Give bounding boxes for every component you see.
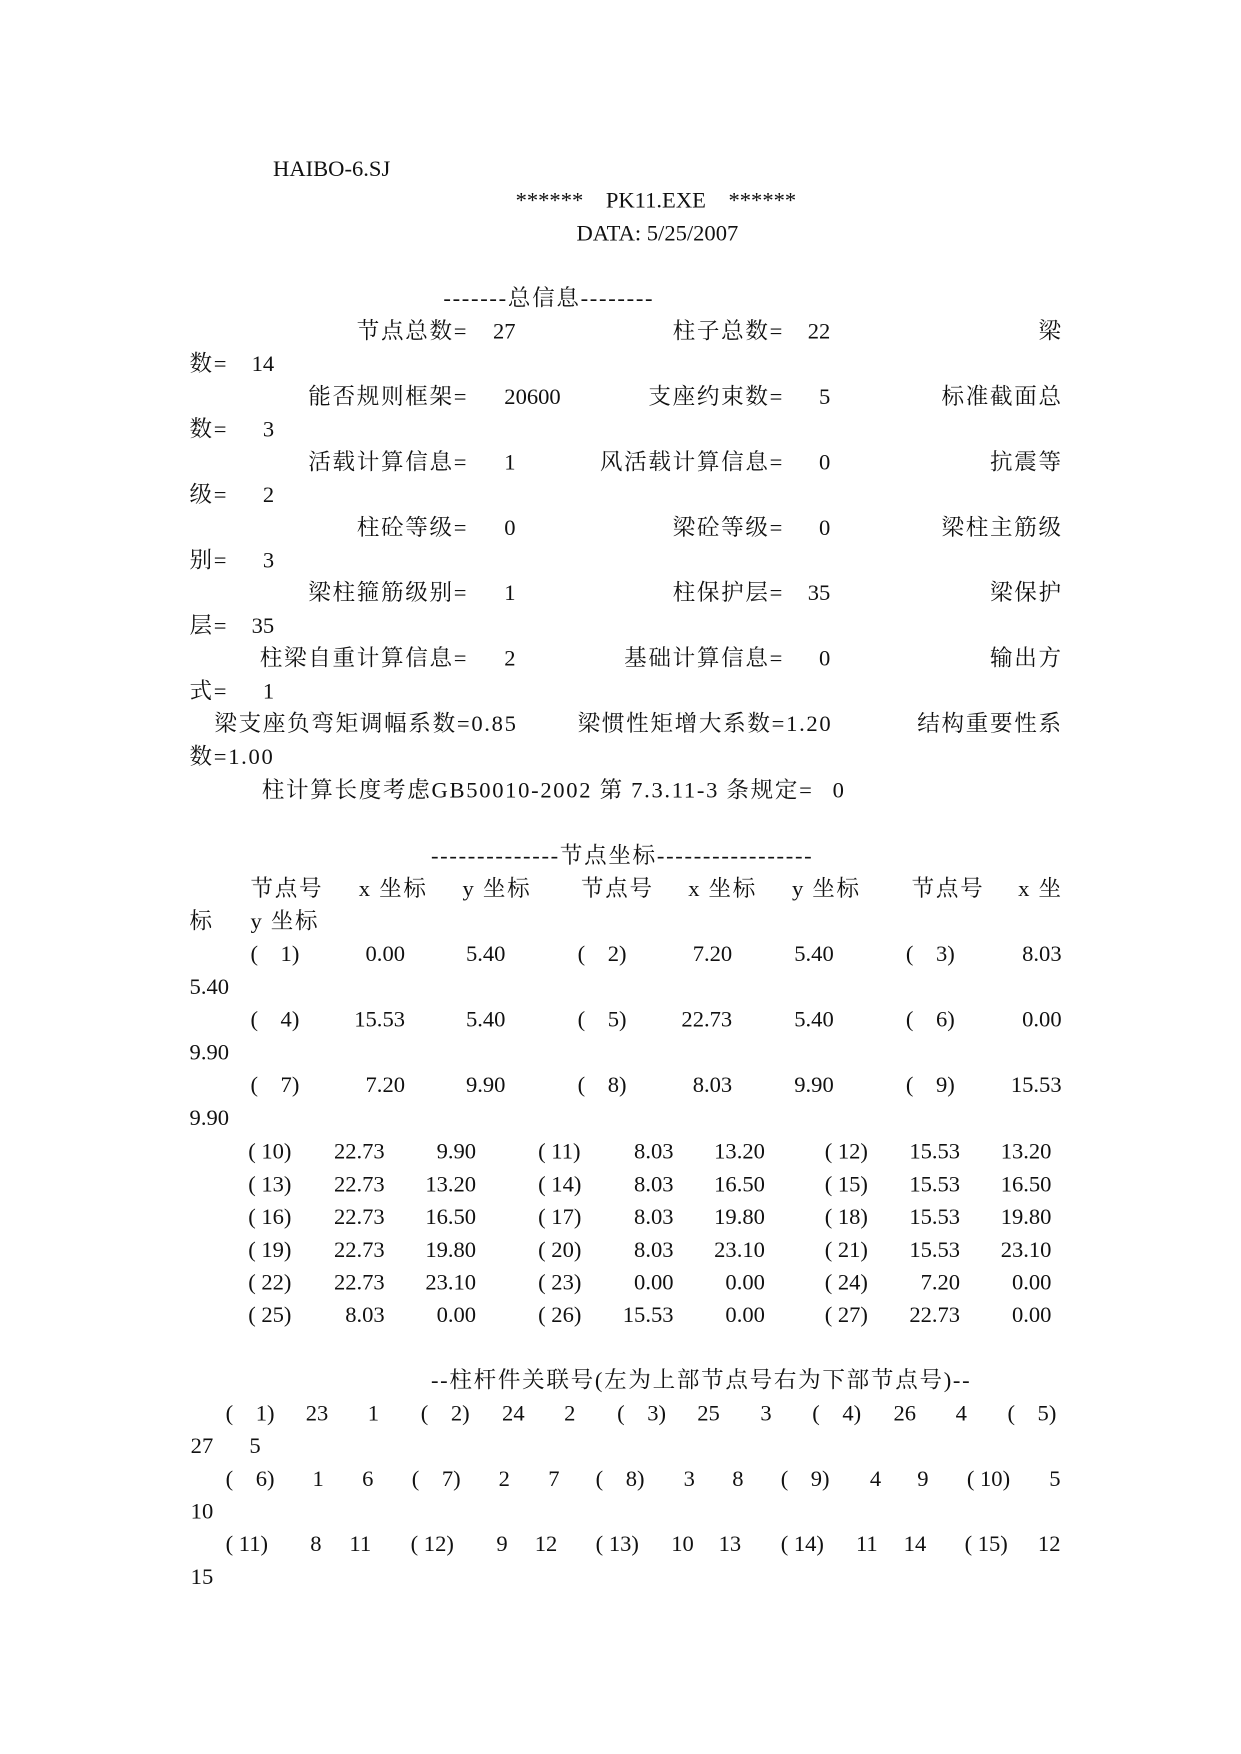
x-coordinate-header-wrap: 标 <box>189 909 214 935</box>
node-y: 5.40 <box>794 942 834 967</box>
link-id: ( 10) <box>966 1466 1011 1492</box>
info-label: 输出方 <box>989 646 1063 672</box>
node-id: ( 16) <box>248 1204 292 1230</box>
document-date: DATA: 5/25/2007 <box>576 221 739 246</box>
info-label: 梁保护 <box>989 581 1063 606</box>
node-number-header: 节点号 <box>250 876 324 902</box>
node-x: 22.73 <box>333 1204 385 1230</box>
node-x: 0.00 <box>365 942 406 967</box>
column-links-title: --柱杆件关联号(左为上部节点号右为下部节点号)-- <box>430 1368 972 1394</box>
info-value: 0 <box>819 515 831 541</box>
node-id: ( 3) <box>905 942 955 967</box>
info-value: 20600 <box>504 384 561 410</box>
node-id: ( 18) <box>824 1204 868 1230</box>
info-label: 活载计算信息= <box>308 450 469 475</box>
x-coordinate-header: x 坐标 <box>358 876 428 902</box>
info-value: 0 <box>504 515 516 541</box>
node-id: ( 17) <box>538 1204 582 1230</box>
node-y: 9.90 <box>189 1040 230 1066</box>
info-value: 0 <box>819 450 831 475</box>
node-id: ( 23) <box>538 1270 582 1296</box>
node-id: ( 24) <box>824 1270 868 1296</box>
node-y: 9.90 <box>189 1105 230 1131</box>
node-y: 0.00 <box>1011 1303 1052 1328</box>
info-value: 0 <box>819 646 831 672</box>
node-y: 5.40 <box>794 1007 834 1033</box>
node-y: 13.20 <box>425 1172 477 1197</box>
link-upper-node: 26 <box>893 1401 917 1427</box>
info-label: 柱子总数= <box>672 319 785 345</box>
link-upper-node: 2 <box>498 1466 510 1492</box>
link-lower-node: 9 <box>917 1466 929 1492</box>
info-label: 能否规则框架= <box>308 384 469 410</box>
node-y: 5.40 <box>465 942 506 967</box>
link-id: ( 8) <box>595 1466 645 1492</box>
node-x: 8.03 <box>1022 942 1062 967</box>
link-lower-node: 14 <box>903 1532 927 1557</box>
info-label: 柱梁自重计算信息= <box>259 646 469 672</box>
info-label: 标准截面总 <box>941 384 1063 410</box>
node-id: ( 5) <box>577 1007 627 1033</box>
link-upper-node: 12 <box>1037 1532 1061 1557</box>
node-id: ( 1) <box>250 942 300 967</box>
node-number-header: 节点号 <box>581 876 654 902</box>
node-coordinates-title: --------------节点坐标----------------- <box>430 843 814 869</box>
info-label-wrap: 级= <box>189 482 229 508</box>
node-x: 22.73 <box>909 1303 961 1328</box>
info-value: 1 <box>504 450 516 475</box>
info-value: 5 <box>819 384 831 410</box>
node-y: 16.50 <box>1000 1172 1052 1197</box>
link-lower-node: 3 <box>760 1401 772 1427</box>
info-value: 35 <box>807 581 831 606</box>
node-x: 8.03 <box>634 1172 674 1197</box>
info-label: 支座约束数= <box>648 384 785 410</box>
node-id: ( 20) <box>538 1237 582 1263</box>
info-label: 梁柱箍筋级别= <box>308 581 469 606</box>
link-upper-node: 4 <box>869 1466 882 1492</box>
node-id: ( 8) <box>577 1072 627 1098</box>
document-filename: HAIBO-6.SJ <box>273 156 391 182</box>
link-id: ( 5) <box>1007 1401 1057 1427</box>
link-upper-node: 3 <box>683 1466 695 1492</box>
coefficient-label: 结构重要性系 <box>917 711 1063 737</box>
node-x: 22.73 <box>333 1237 385 1263</box>
x-coordinate-header: x 坐 <box>1018 876 1063 902</box>
node-x: 8.03 <box>345 1303 385 1328</box>
link-id: ( 4) <box>812 1401 862 1427</box>
info-label-wrap: 层= <box>189 613 229 639</box>
coefficient-value: 0.85 <box>471 711 518 737</box>
node-y: 0.00 <box>725 1303 765 1328</box>
y-coordinate-header: y 坐标 <box>462 876 532 902</box>
info-value: 22 <box>807 319 831 345</box>
node-id: ( 14) <box>538 1172 582 1197</box>
node-y: 19.80 <box>1000 1204 1052 1230</box>
coefficient-label-wrap: 数= <box>189 744 229 770</box>
link-lower-node: 10 <box>190 1499 214 1525</box>
node-y: 5.40 <box>189 974 230 1000</box>
info-value: 3 <box>262 548 275 574</box>
node-y: 19.80 <box>714 1204 765 1230</box>
coefficient <box>190 743 275 770</box>
link-lower-node: 2 <box>564 1401 576 1427</box>
program-banner: ****** PK11.EXE ****** <box>515 188 797 214</box>
node-y: 23.10 <box>425 1270 477 1296</box>
node-x: 15.53 <box>354 1007 406 1033</box>
node-y: 0.00 <box>436 1303 477 1328</box>
node-id: ( 26) <box>538 1303 582 1328</box>
node-id: ( 27) <box>824 1303 868 1328</box>
node-x: 22.73 <box>333 1172 385 1197</box>
node-y: 9.90 <box>465 1072 506 1098</box>
link-id: ( 6) <box>225 1466 275 1492</box>
node-x: 7.20 <box>365 1072 406 1098</box>
link-upper-node: 8 <box>310 1532 322 1557</box>
info-label: 柱砼等级= <box>356 515 469 541</box>
info-label: 梁砼等级= <box>672 515 785 541</box>
coefficient-label: 梁惯性矩增大系数= <box>577 711 787 737</box>
info-label: 柱保护层= <box>672 581 785 606</box>
info-value: 35 <box>251 613 275 639</box>
node-y: 0.00 <box>1011 1270 1052 1296</box>
column-length-rule-value: 0 <box>832 778 844 804</box>
info-label-wrap: 式= <box>189 679 229 704</box>
link-lower-node: 12 <box>534 1532 558 1557</box>
node-x: 15.53 <box>1010 1072 1062 1098</box>
node-x: 8.03 <box>634 1139 674 1165</box>
info-value: 27 <box>493 319 516 345</box>
info-label-wrap: 数= <box>189 351 229 377</box>
node-id: ( 4) <box>250 1007 300 1033</box>
x-coordinate-header: x 坐标 <box>688 876 758 902</box>
y-coordinate-header: y 坐标 <box>250 909 320 935</box>
node-id: ( 15) <box>824 1172 868 1197</box>
link-upper-node: 25 <box>697 1401 720 1427</box>
node-y: 16.50 <box>714 1172 765 1197</box>
link-lower-node: 8 <box>732 1466 744 1492</box>
node-y: 5.40 <box>465 1007 506 1033</box>
node-x: 7.20 <box>692 942 733 967</box>
link-lower-node: 1 <box>367 1401 380 1427</box>
link-id: ( 2) <box>420 1401 470 1427</box>
link-lower-node: 4 <box>955 1401 967 1427</box>
node-x: 15.53 <box>909 1139 961 1165</box>
column-length-rule-label: 柱计算长度考虑GB50010-2002 第 7.3.11-3 条规定= <box>261 778 814 804</box>
node-y: 9.90 <box>794 1072 834 1098</box>
link-upper-node: 24 <box>502 1401 525 1427</box>
node-id: ( 25) <box>248 1303 292 1328</box>
link-lower-node: 11 <box>349 1532 372 1557</box>
node-x: 8.03 <box>634 1237 674 1263</box>
node-y: 23.10 <box>714 1237 765 1263</box>
node-x: 15.53 <box>909 1237 961 1263</box>
link-id: ( 15) <box>964 1532 1008 1557</box>
link-id: ( 1) <box>225 1401 275 1427</box>
link-lower-node: 7 <box>548 1466 560 1492</box>
link-upper-node: 23 <box>305 1401 329 1427</box>
info-value: 3 <box>262 417 275 443</box>
node-y: 16.50 <box>425 1204 477 1230</box>
node-id: ( 21) <box>824 1237 868 1263</box>
node-id: ( 10) <box>248 1139 292 1165</box>
info-label: 节点总数= <box>356 319 469 345</box>
info-value: 1 <box>262 679 275 704</box>
node-y: 9.90 <box>436 1139 477 1165</box>
link-id: ( 3) <box>617 1401 666 1427</box>
info-value: 1 <box>504 581 516 606</box>
node-id: ( 13) <box>248 1172 292 1197</box>
coefficient-value: 1.00 <box>228 744 275 770</box>
general-info-title: -------总信息-------- <box>443 286 655 312</box>
link-upper-node: 5 <box>1049 1466 1061 1492</box>
node-x: 0.00 <box>634 1270 674 1296</box>
link-id: ( 13) <box>595 1532 639 1557</box>
node-x: 15.53 <box>909 1172 961 1197</box>
link-lower-node: 15 <box>190 1564 214 1590</box>
info-label: 基础计算信息= <box>624 646 785 672</box>
info-value: 14 <box>251 351 275 377</box>
coefficient <box>578 711 833 738</box>
info-label: 梁 <box>1038 319 1063 345</box>
link-upper-node: 1 <box>312 1466 324 1492</box>
node-id: ( 19) <box>248 1237 292 1263</box>
node-x: 0.00 <box>1022 1007 1062 1033</box>
node-x: 8.03 <box>692 1072 733 1098</box>
link-upper-node: 11 <box>855 1532 878 1557</box>
node-y: 13.20 <box>1000 1139 1052 1165</box>
node-y: 19.80 <box>425 1237 477 1263</box>
node-x: 22.73 <box>681 1007 733 1033</box>
link-upper-node: 9 <box>496 1532 508 1557</box>
node-y: 0.00 <box>725 1270 765 1296</box>
link-upper-node: 10 <box>671 1532 694 1557</box>
info-label: 风活载计算信息= <box>599 450 785 475</box>
link-id: ( 12) <box>410 1532 454 1557</box>
node-number-header: 节点号 <box>911 876 985 902</box>
info-value: 2 <box>262 482 275 508</box>
info-label-wrap: 数= <box>189 417 229 443</box>
link-lower-node: 5 <box>249 1433 261 1459</box>
link-id: ( 11) <box>225 1532 269 1557</box>
link-upper-node: 27 <box>190 1433 214 1459</box>
node-x: 22.73 <box>333 1270 385 1296</box>
node-x: 7.20 <box>920 1270 961 1296</box>
y-coordinate-header: y 坐标 <box>791 876 861 902</box>
info-label: 梁柱主筋级 <box>941 515 1063 541</box>
node-x: 15.53 <box>909 1204 961 1230</box>
link-id: ( 14) <box>780 1532 824 1557</box>
coefficient-value: 1.20 <box>786 711 833 737</box>
node-id: ( 22) <box>248 1270 292 1296</box>
link-lower-node: 13 <box>718 1532 742 1557</box>
node-id: ( 7) <box>250 1072 300 1098</box>
node-y: 23.10 <box>1000 1237 1052 1263</box>
node-id: ( 12) <box>824 1139 868 1165</box>
node-x: 22.73 <box>333 1139 385 1165</box>
link-lower-node: 6 <box>362 1466 374 1492</box>
node-id: ( 2) <box>577 942 627 967</box>
info-label: 抗震等 <box>989 450 1063 475</box>
node-id: ( 6) <box>905 1007 955 1033</box>
link-id: ( 7) <box>411 1466 461 1492</box>
node-id: ( 11) <box>538 1139 581 1165</box>
coefficient <box>214 711 517 738</box>
node-x: 8.03 <box>634 1204 674 1230</box>
node-y: 13.20 <box>714 1139 765 1165</box>
info-label-wrap: 别= <box>189 548 229 574</box>
node-x: 15.53 <box>622 1303 674 1328</box>
info-value: 2 <box>504 646 516 672</box>
coefficient-label: 梁支座负弯矩调幅系数= <box>214 711 472 737</box>
link-id: ( 9) <box>780 1466 830 1492</box>
node-id: ( 9) <box>905 1072 955 1098</box>
